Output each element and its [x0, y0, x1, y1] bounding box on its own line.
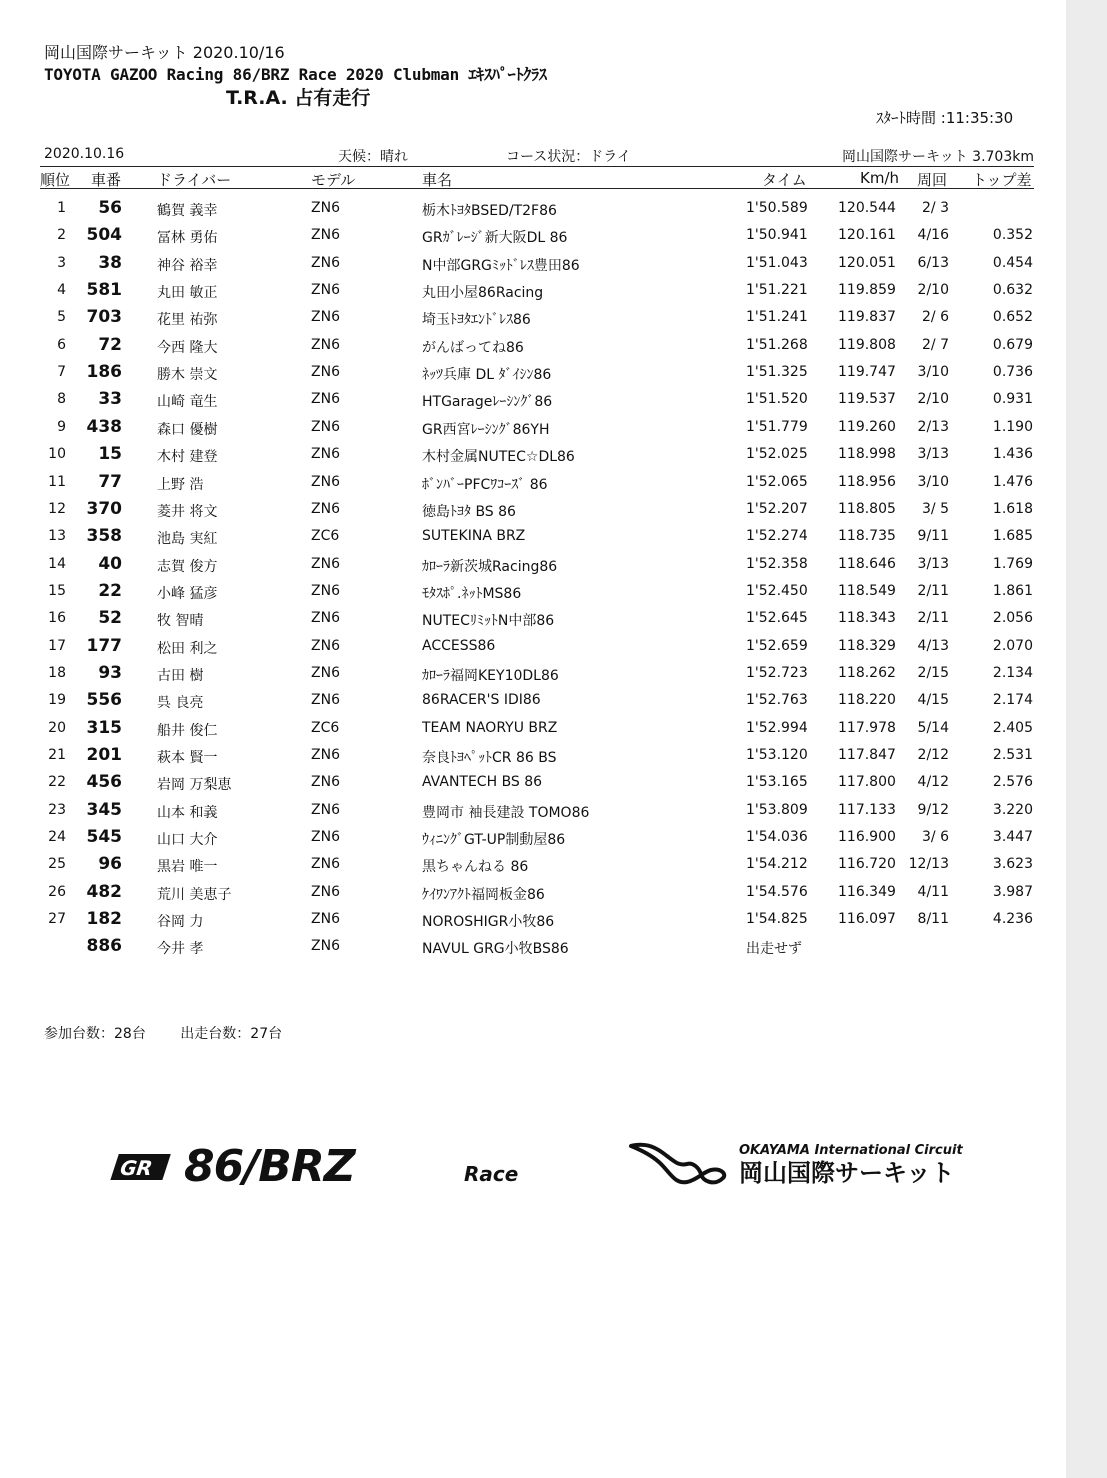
lap-time: 1'52.025	[746, 446, 808, 462]
info-weather: 天候：晴れ	[338, 149, 408, 165]
result-position: 1	[57, 200, 66, 216]
car-model: ZN6	[311, 364, 340, 380]
car-number: 201	[86, 745, 122, 765]
car-number: 556	[86, 690, 122, 710]
car-name: TEAM NAORYU BRZ	[422, 720, 558, 736]
car-number: 703	[86, 307, 122, 327]
best-lap: 3/10	[917, 474, 949, 490]
lap-time: 1'52.763	[746, 692, 808, 708]
driver-name: 丸田 敏正	[157, 285, 218, 301]
driver-name: 木村 建登	[157, 449, 218, 465]
column-header-num: 車番	[91, 171, 122, 189]
speed-kmh: 118.805	[838, 501, 896, 517]
car-number: 96	[98, 854, 122, 874]
lap-time: 1'50.941	[746, 227, 808, 243]
gr-badge-text: GR	[116, 1156, 156, 1180]
speed-kmh: 118.220	[838, 692, 896, 708]
car-number: 177	[86, 636, 122, 656]
speed-kmh: 118.735	[838, 528, 896, 544]
best-lap: 2/15	[917, 665, 949, 681]
result-position: 23	[48, 802, 66, 818]
car-number: 182	[86, 909, 122, 929]
okayama-japanese-name: 岡山国際サーキット	[739, 1159, 955, 1187]
speed-kmh: 118.329	[838, 638, 896, 654]
lap-time: 1'54.576	[746, 884, 808, 900]
gr-86-brz-race-logo	[106, 1138, 576, 1198]
result-position: 9	[57, 419, 66, 435]
car-name: ﾎﾞﾝﾊﾞｰPFCﾜｺｰｽﾞ 86	[422, 477, 548, 493]
car-model: ZN6	[311, 391, 340, 407]
lap-time: 1'53.120	[746, 747, 808, 763]
car-number: 52	[98, 608, 122, 628]
car-number: 315	[86, 718, 122, 738]
driver-name: 志賀 俊方	[157, 559, 218, 575]
car-model: ZC6	[311, 528, 340, 544]
column-header-lap: 周回	[917, 171, 948, 189]
driver-name: 船井 俊仁	[157, 723, 218, 739]
speed-kmh: 116.097	[838, 911, 896, 927]
car-number: 886	[86, 936, 122, 956]
driver-name: 今井 孝	[157, 941, 204, 957]
speed-kmh: 118.343	[838, 610, 896, 626]
best-lap: 12/13	[908, 856, 949, 872]
car-name: AVANTECH BS 86	[422, 774, 543, 790]
speed-kmh: 117.847	[838, 747, 896, 763]
lap-time: 1'52.994	[746, 720, 808, 736]
car-name: ACCESS86	[422, 638, 496, 654]
gap-to-top: 2.056	[992, 610, 1033, 626]
gap-to-top: 2.576	[992, 774, 1033, 790]
gap-to-top: 4.236	[992, 911, 1033, 927]
info-course-condition: コース状況：ドライ	[506, 149, 631, 165]
car-name: HTGarageﾚｰｼﾝｸﾞ86	[422, 394, 553, 410]
gap-to-top: 2.405	[992, 720, 1033, 736]
best-lap: 3/ 5	[922, 501, 949, 517]
column-header-pos: 順位	[40, 171, 71, 189]
lap-time: 1'51.221	[746, 282, 808, 298]
car-name: ｶﾛｰﾗ新茨城Racing86	[422, 559, 558, 575]
speed-kmh: 117.978	[838, 720, 896, 736]
column-header-driver: ドライバー	[157, 171, 232, 189]
car-model: ZN6	[311, 829, 340, 845]
header-rule-top	[40, 166, 1034, 167]
driver-name: 荒川 美恵子	[157, 887, 232, 903]
car-name: 86RACER'S IDI86	[422, 692, 541, 708]
gap-to-top: 0.352	[992, 227, 1033, 243]
car-name: がんばってね86	[422, 340, 524, 356]
lap-time: 1'53.165	[746, 774, 808, 790]
lap-time: 1'51.325	[746, 364, 808, 380]
car-name: NUTECﾘﾐｯﾄN中部86	[422, 613, 555, 629]
gap-to-top: 0.652	[992, 309, 1033, 325]
best-lap: 4/12	[917, 774, 949, 790]
lap-time: 1'52.065	[746, 474, 808, 490]
car-model: ZN6	[311, 501, 340, 517]
best-lap: 9/11	[917, 528, 949, 544]
car-model: ZN6	[311, 911, 340, 927]
gap-to-top: 2.531	[992, 747, 1033, 763]
speed-kmh: 119.859	[838, 282, 896, 298]
car-number: 545	[86, 827, 122, 847]
result-position: 21	[48, 747, 66, 763]
gap-to-top: 1.618	[992, 501, 1033, 517]
lap-time: 1'52.645	[746, 610, 808, 626]
car-name: 埼玉ﾄﾖﾀｴﾝﾄﾞﾚｽ86	[422, 312, 531, 328]
speed-kmh: 120.161	[838, 227, 896, 243]
car-number: 56	[98, 198, 122, 218]
best-lap: 4/16	[917, 227, 949, 243]
starters-count: 出走台数：27台	[180, 1026, 283, 1042]
venue-date: 岡山国際サーキット 2020.10/16	[44, 43, 285, 62]
car-number: 15	[98, 444, 122, 464]
car-number: 22	[98, 581, 122, 601]
car-number: 40	[98, 554, 122, 574]
result-position: 22	[48, 774, 66, 790]
car-name: ｶﾛｰﾗ福岡KEY10DL86	[422, 668, 559, 684]
column-header-gap: トップ差	[972, 171, 1032, 189]
driver-name: 今西 隆大	[157, 340, 218, 356]
best-lap: 4/13	[917, 638, 949, 654]
car-model: ZN6	[311, 774, 340, 790]
result-position: 2	[57, 227, 66, 243]
driver-name: 上野 浩	[157, 477, 204, 493]
speed-kmh: 118.956	[838, 474, 896, 490]
series-title: TOYOTA GAZOO Racing 86/BRZ Race 2020 Clubman ｴｷｽﾊﾟｰﾄｸﾗｽ	[44, 65, 547, 84]
car-name: 奈良ﾄﾖﾍﾟｯﾄCR 86 BS	[422, 750, 557, 766]
lap-time: 1'52.723	[746, 665, 808, 681]
car-number: 72	[98, 335, 122, 355]
car-model: ZN6	[311, 665, 340, 681]
driver-name: 山崎 竜生	[157, 394, 218, 410]
car-model: ZN6	[311, 227, 340, 243]
best-lap: 4/11	[917, 884, 949, 900]
lap-time: 1'51.043	[746, 255, 808, 271]
gap-to-top: 1.861	[992, 583, 1033, 599]
column-header-speed: Km/h	[860, 169, 900, 187]
lap-time: 1'54.036	[746, 829, 808, 845]
best-lap: 4/15	[917, 692, 949, 708]
speed-kmh: 118.549	[838, 583, 896, 599]
result-position: 4	[57, 282, 66, 298]
race-logo-text: Race	[464, 1162, 519, 1186]
speed-kmh: 120.051	[838, 255, 896, 271]
car-name: ｹｲﾜﾝｱｸﾄ福岡板金86	[422, 887, 545, 903]
best-lap: 2/10	[917, 391, 949, 407]
best-lap: 2/ 6	[922, 309, 949, 325]
car-name: 黒ちゃんねる 86	[422, 859, 529, 875]
info-circuit: 岡山国際サーキット 3.703km	[842, 149, 1034, 165]
driver-name: 鶴賀 義幸	[157, 203, 218, 219]
best-lap: 5/14	[917, 720, 949, 736]
gap-to-top: 3.987	[992, 884, 1033, 900]
gap-to-top: 0.632	[992, 282, 1033, 298]
gap-to-top: 3.623	[992, 856, 1033, 872]
car-name: 栃木ﾄﾖﾀBSED/T2F86	[422, 203, 557, 219]
car-number: 482	[86, 882, 122, 902]
okayama-circuit-logo	[627, 1138, 987, 1198]
best-lap: 3/13	[917, 446, 949, 462]
result-position: 11	[48, 474, 66, 490]
car-name: 木村金属NUTEC☆DL86	[422, 449, 575, 465]
lap-time: 1'51.241	[746, 309, 808, 325]
speed-kmh: 116.720	[838, 856, 896, 872]
car-name: NAVUL GRG小牧BS86	[422, 941, 569, 957]
lap-time: 1'52.207	[746, 501, 808, 517]
result-position: 24	[48, 829, 66, 845]
speed-kmh: 120.544	[838, 200, 896, 216]
speed-kmh: 118.998	[838, 446, 896, 462]
car-number: 77	[98, 472, 122, 492]
driver-name: 呉 良亮	[157, 695, 204, 711]
result-position: 19	[48, 692, 66, 708]
result-position: 5	[57, 309, 66, 325]
driver-name: 勝木 崇文	[157, 367, 218, 383]
car-model: ZN6	[311, 747, 340, 763]
car-number: 581	[86, 280, 122, 300]
car-model: ZC6	[311, 720, 340, 736]
car-model: ZN6	[311, 638, 340, 654]
lap-time: 1'53.809	[746, 802, 808, 818]
speed-kmh: 119.837	[838, 309, 896, 325]
best-lap: 9/12	[917, 802, 949, 818]
car-model: ZN6	[311, 802, 340, 818]
okayama-english-name: OKAYAMA International Circuit	[739, 1143, 963, 1158]
car-number: 345	[86, 800, 122, 820]
best-lap: 2/11	[917, 610, 949, 626]
lap-time: 出走せず	[746, 941, 802, 957]
lap-time: 1'51.268	[746, 337, 808, 353]
lap-time: 1'51.779	[746, 419, 808, 435]
car-name: SUTEKINA BRZ	[422, 528, 526, 544]
lap-time: 1'52.659	[746, 638, 808, 654]
driver-name: 小峰 猛彦	[157, 586, 218, 602]
best-lap: 2/10	[917, 282, 949, 298]
driver-name: 山口 大介	[157, 832, 218, 848]
speed-kmh: 116.349	[838, 884, 896, 900]
result-position: 25	[48, 856, 66, 872]
gap-to-top: 2.070	[992, 638, 1033, 654]
speed-kmh: 119.747	[838, 364, 896, 380]
gap-to-top: 0.736	[992, 364, 1033, 380]
result-position: 18	[48, 665, 66, 681]
car-number: 438	[86, 417, 122, 437]
best-lap: 6/13	[917, 255, 949, 271]
best-lap: 2/ 7	[922, 337, 949, 353]
car-model: ZN6	[311, 337, 340, 353]
car-model: ZN6	[311, 282, 340, 298]
car-model: ZN6	[311, 309, 340, 325]
gap-to-top: 3.220	[992, 802, 1033, 818]
result-position: 13	[48, 528, 66, 544]
speed-kmh: 117.800	[838, 774, 896, 790]
driver-name: 古田 樹	[157, 668, 204, 684]
driver-name: 牧 智晴	[157, 613, 204, 629]
car-name: 丸田小屋86Racing	[422, 285, 544, 301]
result-position: 26	[48, 884, 66, 900]
circuit-map-icon	[631, 1145, 724, 1183]
driver-name: 冨林 勇佑	[157, 230, 218, 246]
column-header-car: 車名	[422, 171, 453, 189]
car-number: 358	[86, 526, 122, 546]
speed-kmh: 119.537	[838, 391, 896, 407]
result-position: 12	[48, 501, 66, 517]
car-model: ZN6	[311, 610, 340, 626]
result-position: 3	[57, 255, 66, 271]
car-name: NOROSHIGR小牧86	[422, 914, 555, 930]
car-name: GR西宮ﾚｰｼﾝｸﾞ86YH	[422, 422, 550, 438]
best-lap: 8/11	[917, 911, 949, 927]
gap-to-top: 1.476	[992, 474, 1033, 490]
footer-counts	[44, 1023, 312, 1043]
speed-kmh: 118.646	[838, 556, 896, 572]
best-lap: 2/13	[917, 419, 949, 435]
driver-name: 森口 優樹	[157, 422, 218, 438]
result-position: 17	[48, 638, 66, 654]
gap-to-top: 0.679	[992, 337, 1033, 353]
gap-to-top: 3.447	[992, 829, 1033, 845]
driver-name: 黒岩 唯一	[157, 859, 218, 875]
speed-kmh: 119.260	[838, 419, 896, 435]
car-name: ｳｨﾆﾝｸﾞGT-UP制動屋86	[422, 832, 566, 848]
speed-kmh: 119.808	[838, 337, 896, 353]
driver-name: 松田 利之	[157, 641, 218, 657]
lap-time: 1'52.450	[746, 583, 808, 599]
result-position: 20	[48, 720, 66, 736]
car-name: 徳島ﾄﾖﾀ BS 86	[422, 504, 516, 520]
result-position: 6	[57, 337, 66, 353]
gr-badge	[110, 1154, 170, 1180]
car-model: ZN6	[311, 938, 340, 954]
car-name: GRｶﾞﾚｰｼﾞ新大阪DL 86	[422, 230, 568, 246]
best-lap: 3/10	[917, 364, 949, 380]
driver-name: 菱井 将文	[157, 504, 218, 520]
car-number: 186	[86, 362, 122, 382]
gap-to-top: 1.436	[992, 446, 1033, 462]
car-name: N中部GRGﾐｯﾄﾞﾚｽ豊田86	[422, 258, 580, 274]
car-number: 93	[98, 663, 122, 683]
car-model: ZN6	[311, 692, 340, 708]
car-number: 504	[86, 225, 122, 245]
column-header-time: タイム	[762, 171, 807, 189]
brz-logo-text: 86/BRZ	[184, 1141, 355, 1192]
car-name: ﾈｯﾂ兵庫 DL ﾀﾞｲｼﾝ86	[422, 367, 552, 383]
driver-name: 岩岡 万梨恵	[157, 777, 232, 793]
driver-name: 花里 祐弥	[157, 312, 218, 328]
best-lap: 2/ 3	[922, 200, 949, 216]
car-model: ZN6	[311, 200, 340, 216]
result-position: 15	[48, 583, 66, 599]
best-lap: 2/12	[917, 747, 949, 763]
driver-name: 山本 和義	[157, 805, 218, 821]
car-number: 38	[98, 253, 122, 273]
gap-to-top: 1.769	[992, 556, 1033, 572]
speed-kmh: 117.133	[838, 802, 896, 818]
car-number: 33	[98, 389, 122, 409]
info-date: 2020.10.16	[44, 146, 125, 162]
speed-kmh: 118.262	[838, 665, 896, 681]
driver-name: 神谷 裕幸	[157, 258, 218, 274]
car-model: ZN6	[311, 583, 340, 599]
lap-time: 1'52.274	[746, 528, 808, 544]
car-model: ZN6	[311, 474, 340, 490]
lap-time: 1'52.358	[746, 556, 808, 572]
result-position: 27	[48, 911, 66, 927]
result-position: 16	[48, 610, 66, 626]
best-lap: 2/11	[917, 583, 949, 599]
car-model: ZN6	[311, 884, 340, 900]
best-lap: 3/ 6	[922, 829, 949, 845]
car-name: ﾓﾀｽﾎﾟ.ﾈｯﾄMS86	[422, 586, 522, 602]
lap-time: 1'54.212	[746, 856, 808, 872]
lap-time: 1'54.825	[746, 911, 808, 927]
car-number: 456	[86, 772, 122, 792]
gap-to-top: 0.454	[992, 255, 1033, 271]
result-position: 7	[57, 364, 66, 380]
column-header-model: モデル	[311, 171, 356, 189]
gap-to-top: 1.685	[992, 528, 1033, 544]
result-position: 8	[57, 391, 66, 407]
page-margin	[1066, 0, 1107, 1478]
result-position: 10	[48, 446, 66, 462]
result-position: 14	[48, 556, 66, 572]
car-model: ZN6	[311, 556, 340, 572]
lap-time: 1'51.520	[746, 391, 808, 407]
car-model: ZN6	[311, 446, 340, 462]
gap-to-top: 2.174	[992, 692, 1033, 708]
driver-name: 谷岡 力	[157, 914, 204, 930]
start-time: ｽﾀｰﾄ時間 :11:35:30	[876, 109, 1014, 127]
entries-count: 参加台数：28台	[44, 1026, 146, 1042]
best-lap: 3/13	[917, 556, 949, 572]
gap-to-top: 0.931	[992, 391, 1033, 407]
car-model: ZN6	[311, 419, 340, 435]
car-name: 豊岡市 袖長建設 TOMO86	[422, 805, 590, 821]
car-number: 370	[86, 499, 122, 519]
speed-kmh: 116.900	[838, 829, 896, 845]
car-model: ZN6	[311, 255, 340, 271]
lap-time: 1'50.589	[746, 200, 808, 216]
car-model: ZN6	[311, 856, 340, 872]
session-title: T.R.A. 占有走行	[226, 87, 371, 109]
gap-to-top: 1.190	[992, 419, 1033, 435]
driver-name: 池島 実紅	[157, 531, 218, 547]
driver-name: 萩本 賢一	[157, 750, 218, 766]
gap-to-top: 2.134	[992, 665, 1033, 681]
